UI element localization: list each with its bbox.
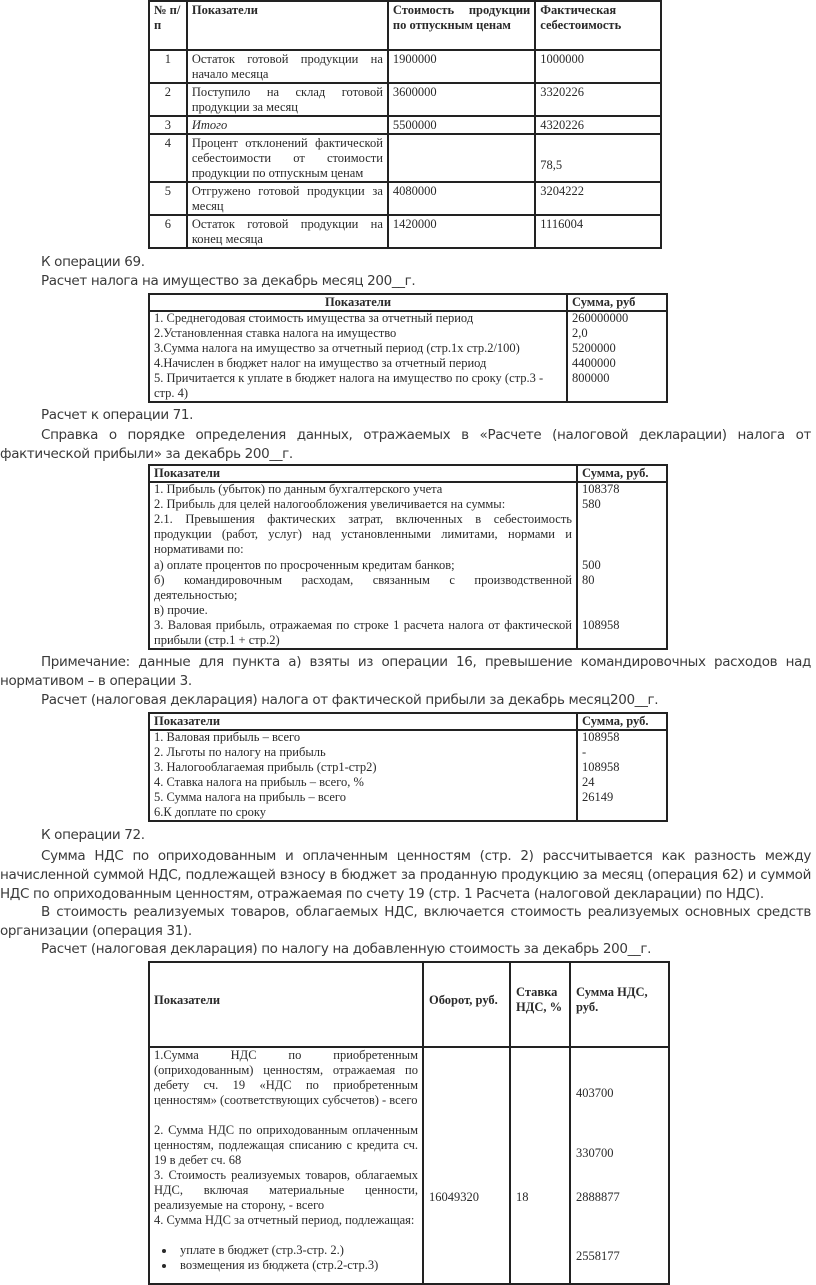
row-value: 800000 <box>572 371 610 385</box>
row-value: 80 <box>582 573 595 587</box>
vat-table <box>148 961 670 1285</box>
header-sum: Сумма, руб. <box>582 714 649 728</box>
row-value: 108958 <box>582 730 620 744</box>
row-vat: 403700 <box>576 1086 614 1100</box>
row-value: 24 <box>582 775 595 789</box>
row-value: 5200000 <box>572 341 616 355</box>
table-row <box>149 116 661 134</box>
row-value: - <box>582 745 587 759</box>
row-label: 2. Сумма НДС по оприходованным оплаченным ценностям, подлежащая списанию с кредита сч. 19 в дебет сч. 68 <box>154 1123 418 1167</box>
row-label: 1.Сумма НДС по приобретенным (оприходованным) ценностям, отражаемая по дебету сч. 19 «НДС по приобретенным ценностям» (соответствующих субсчетов) - всего <box>154 1048 418 1107</box>
finished-goods-table <box>148 0 662 249</box>
row-turnover: 16049320 <box>429 1190 479 1204</box>
profit-tax-title: Расчет (налоговая декларация) налога от фактической прибыли за декабрь месяц200__г. <box>41 692 659 708</box>
row-label: Поступило на склад готовой продукции за месяц <box>187 83 388 116</box>
header-indicators: Показатели <box>187 1 388 50</box>
row-label: 1. Валовая прибыль – всего <box>154 730 301 744</box>
header-indicators: Показатели <box>154 714 221 728</box>
row-cost: 4320226 <box>535 116 661 134</box>
row-label: 3.Сумма налога на имущество за отчетный период (стр.1х стр.2/100) <box>154 341 520 355</box>
header-price: Стоимость продукции по отпускным ценам <box>388 1 535 50</box>
row-value: 108958 <box>582 618 620 632</box>
row-label: 2. Прибыль для целей налогообложения увеличивается на суммы: <box>154 497 506 511</box>
property-tax-table <box>148 293 668 403</box>
row-cost: 78,5 <box>535 134 661 182</box>
table-row <box>149 83 661 116</box>
op69-heading: К операции 69. <box>41 254 145 270</box>
row-price: 1900000 <box>388 50 535 83</box>
table-row <box>149 215 661 248</box>
header-cost: Фактическая себестоимость <box>535 1 661 50</box>
row-price: 3600000 <box>388 83 535 116</box>
row-label: 4. Сумма НДС за отчетный период, подлежащая: <box>154 1213 415 1227</box>
profit-reference-text: Справка о порядке определения данных, отражаемых в «Расчете (налоговой декларации) налога от фактической прибыли» за декабрь 200__г. <box>0 427 811 462</box>
row-label: Процент отклонений фактической себестоимости от стоимости продукции по отпускным ценам <box>187 134 388 182</box>
row-vat: 2888877 <box>576 1190 620 1204</box>
row-cost: 1116004 <box>535 215 661 248</box>
row-vat: 330700 <box>576 1146 614 1160</box>
row-label: 1. Прибыль (убыток) по данным бухгалтерского учета <box>154 482 443 496</box>
header-sum: Сумма, руб. <box>582 466 649 480</box>
header-vat-rate: Ставка НДС, % <box>516 985 563 1014</box>
profit-reference-table <box>148 464 668 650</box>
row-label: 2. Льготы по налогу на прибыль <box>154 745 326 759</box>
row-number: 4 <box>149 134 187 182</box>
row-label: б) командировочным расходам, связанным с производственной деятельностью; <box>154 573 572 602</box>
row-price: 4080000 <box>388 182 535 215</box>
vat-paragraph-1: Сумма НДС по оприходованным и оплаченным ценностям (стр. 2) рассчитывается как разность между начисленной суммой НДС, подлежащей взносу в бюджет за проданную продукцию за месяц (операция 62) и суммой НДС по оприходованным ценностям, отражаемая по счету 19 (стр. 1 Расчета (налоговой декларации) по НДС). <box>0 848 811 902</box>
row-number: 1 <box>149 50 187 83</box>
row-price: 5500000 <box>388 116 535 134</box>
header-sum: Сумма, руб <box>572 295 636 309</box>
row-value: 580 <box>582 497 601 511</box>
row-label: 3. Налогооблагаемая прибыль (стр1-стр2) <box>154 760 377 774</box>
vat-paragraph-2: В стоимость реализуемых товаров, облагаемых НДС, включается стоимость реализуемых основных средств организации (операция 31). <box>0 904 811 939</box>
row-label: 2.Установленная ставка налога на имущество <box>154 326 397 340</box>
row-label: 4. Ставка налога на прибыль – всего, % <box>154 775 364 789</box>
bullet-item: • возмещения из бюджета (стр.2-стр.3) <box>176 1258 440 1273</box>
row-value: 108378 <box>582 482 620 496</box>
row-label: Остаток готовой продукции на конец месяца <box>187 215 388 248</box>
row-label: а) оплате процентов по просроченным кредитам банков; <box>154 558 455 572</box>
header-vat-sum: Сумма НДС, руб. <box>576 985 648 1014</box>
row-label: Отгружено готовой продукции за месяц <box>187 182 388 215</box>
row-label: 2.1. Превышения фактических затрат, включенных в себестоимость продукции (работ, услуг) над установленными лимитами, нормами и нормативами по: <box>154 512 572 556</box>
property-tax-title: Расчет налога на имущество за декабрь месяц 200__г. <box>41 273 416 289</box>
row-value: 108958 <box>582 760 620 774</box>
op72-heading: К операции 72. <box>41 827 145 843</box>
header-turnover: Оборот, руб. <box>429 993 498 1007</box>
row-cost: 3320226 <box>535 83 661 116</box>
row-label: 3. Стоимость реализуемых товаров, облагаемых НДС, включая материальные ценности, реализуемые на сторону, - всего <box>154 1168 418 1212</box>
row-number: 5 <box>149 182 187 215</box>
row-label: Остаток готовой продукции на начало месяца <box>187 50 388 83</box>
row-value: 260000000 <box>572 311 629 325</box>
vat-bullet-list <box>154 1243 440 1273</box>
row-number: 6 <box>149 215 187 248</box>
row-rate: 18 <box>516 1190 529 1204</box>
row-value: 4400000 <box>572 356 616 370</box>
row-label: Итого <box>187 116 388 134</box>
row-value: 500 <box>582 558 601 572</box>
row-label: 5. Причитается к уплате в бюджет налога на имущество по сроку (стр.3 - стр. 4) <box>154 371 544 400</box>
header-indicators: Показатели <box>154 993 221 1007</box>
row-number: 2 <box>149 83 187 116</box>
header-indicators: Показатели <box>154 466 221 480</box>
header-indicators: Показатели <box>324 295 392 309</box>
row-label: 5. Сумма налога на прибыль – всего <box>154 790 346 804</box>
note-text: Примечание: данные для пункта а) взяты из операции 16, превышение командировочных расходов над нормативом – в операции 3. <box>0 654 811 689</box>
row-value: 26149 <box>582 790 614 804</box>
bullet-item: • уплате в бюджет (стр.3-стр. 2.) <box>176 1243 440 1258</box>
vat-title: Расчет (налоговая декларация) по налогу на добавленную стоимость за декабрь 200__г. <box>41 941 652 957</box>
row-label: в) прочие. <box>154 603 208 617</box>
table-row <box>149 50 661 83</box>
profit-tax-table <box>148 712 668 822</box>
row-label: 6.К доплате по сроку <box>154 805 266 819</box>
row-cost: 3204222 <box>535 182 661 215</box>
row-number: 3 <box>149 116 187 134</box>
row-price <box>388 134 535 182</box>
row-cost: 1000000 <box>535 50 661 83</box>
row-label: 3. Валовая прибыль, отражаемая по строке 1 расчета налога от фактической прибыли (стр.1 + стр.2) <box>154 618 572 647</box>
row-label: 1. Среднегодовая стоимость имущества за отчетный период <box>154 311 474 325</box>
row-label: 4.Начислен в бюджет налог на имущество за отчетный период <box>154 356 487 370</box>
op71-heading: Расчет к операции 71. <box>41 407 194 423</box>
table-row <box>149 134 661 182</box>
table-header-row <box>149 1 661 50</box>
row-vat: 2558177 <box>576 1249 620 1263</box>
row-price: 1420000 <box>388 215 535 248</box>
header-number: № п/п <box>149 1 187 50</box>
table-row <box>149 182 661 215</box>
row-value: 2,0 <box>572 326 588 340</box>
